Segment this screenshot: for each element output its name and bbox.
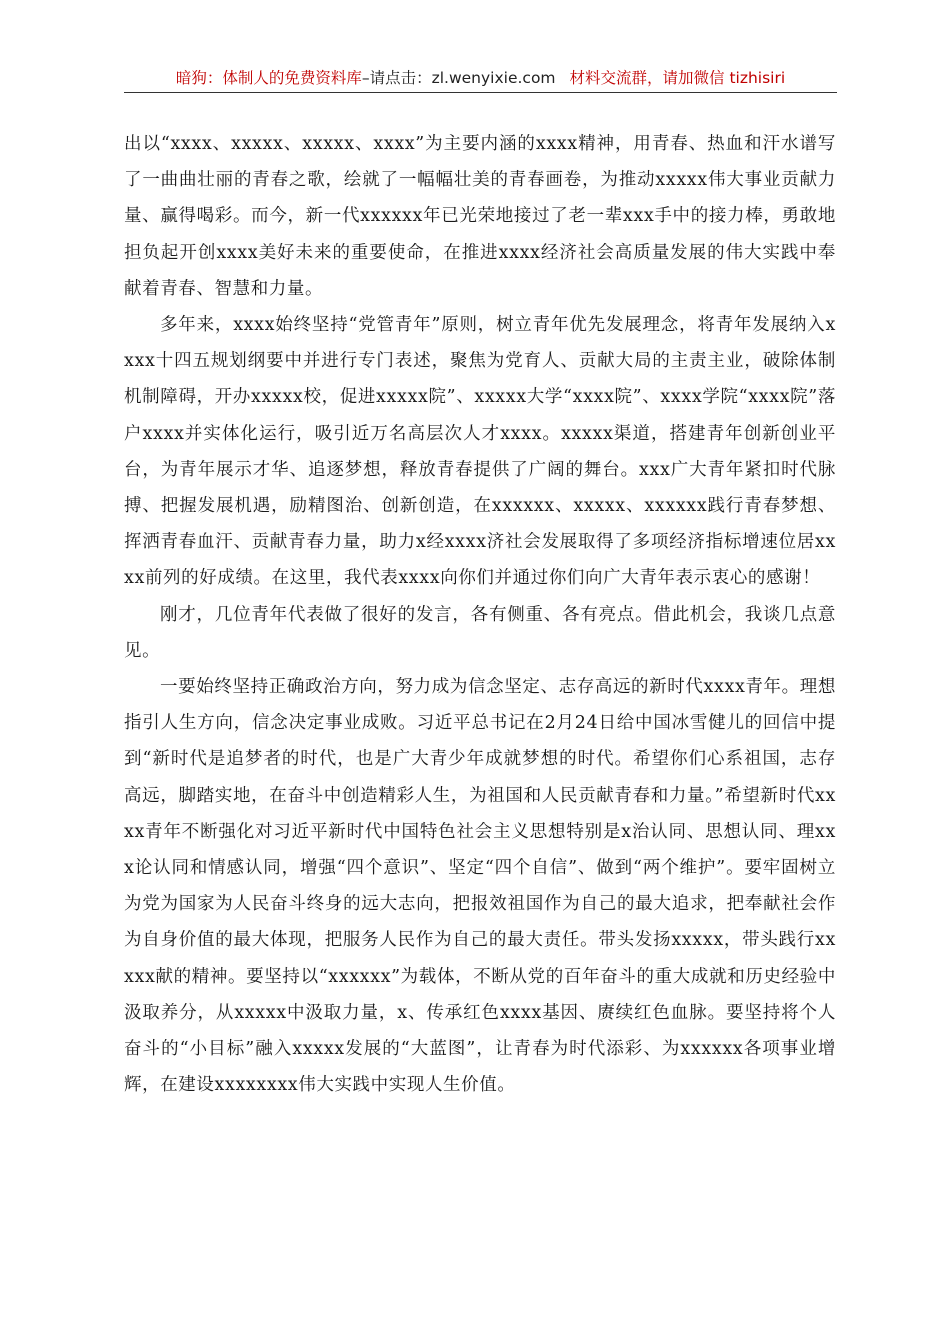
document-body bbox=[124, 126, 836, 1103]
header-prompt: –请点击： bbox=[361, 69, 432, 87]
paragraph-continuation: 出以“xxxx、xxxxx、xxxxx、xxxx”为主要内涵的xxxx精神，用青春、热血和汗水谱写了一曲曲壮丽的青春之歌，绘就了一幅幅壮美的青春画卷，为推动xxxxx伟大事业贡献力量、赢得喝彩。而今，新一代xxxxxx年已光荣地接过了老一辈xxx手中的接力棒，勇敢地担负起开创xxxx美好未来的重要使命，在推进xxxx经济社会高质量发展的伟大实践中奉献着青春、智慧和力量。 bbox=[124, 134, 836, 299]
header-site-name: 暗狗：体制人的免费资料库 bbox=[175, 69, 362, 87]
paragraph-transition: 刚才，几位青年代表做了很好的发言，各有侧重、各有亮点。借此机会，我谈几点意见。 bbox=[124, 604, 836, 661]
header-url-link[interactable]: zl.wenyixie.com bbox=[431, 69, 556, 87]
paragraph-achievements: 多年来，xxxx始终坚持“党管青年”原则，树立青年优先发展理念，将青年发展纳入xxxx十四五规划纲要中并进行专门表述，聚焦为党育人、贡献大局的主责主业，破除体制机制障碍，开办xxxxx校，促进xxxxx院”、xxxxx大学“xxxx院”、xxxx学院“xxxx院”落户xxxx并实体化运行，吸引近万名高层次人才xxxx。xxxxx渠道，搭建青年创新创业平台，为青年展示才华、追逐梦想，释放青春提供了广阔的舞台。xxx广大青年紧扣时代脉搏、把握发展机遇，励精图治、创新创造，在xxxxxx、xxxxx、xxxxxx践行青春梦想、挥洒青春血汗、贡献青春力量，助力x经xxxx济社会发展取得了多项经济指标增速位居xxxx前列的好成绩。在这里，我代表xxxx向你们并通过你们向广大青年表示衷心的感谢！ bbox=[124, 315, 836, 589]
header-group-note: 材料交流群，请加微信 tizhisiri bbox=[569, 69, 786, 87]
page-header bbox=[124, 66, 837, 93]
paragraph-first-point: 一要始终坚持正确政治方向，努力成为信念坚定、志存高远的新时代xxxx青年。理想指引人生方向，信念决定事业成败。习近平总书记在2月24日给中国冰雪健儿的回信中提到“新时代是追梦者的时代，也是广大青少年成就梦想的时代。希望你们心系祖国，志存高远，脚踏实地，在奋斗中创造精彩人生，为祖国和人民贡献青春和力量。”希望新时代xxxx青年不断强化对习近平新时代中国特色社会主义思想特别是x治认同、思想认同、理xxx论认同和情感认同，增强“四个意识”、坚定“四个自信”、做到“两个维护”。要牢固树立为党为国家为人民奋斗终身的远大志向，把报效祖国作为自己的最大追求，把奉献社会作为自身价值的最大体现，把服务人民作为自己的最大责任。带头发扬xxxxx，带头践行xxxxx献的精神。要坚持以“xxxxxx”为载体，不断从党的百年奋斗的重大成就和历史经验中汲取养分，从xxxxx中汲取力量，x、传承红色xxxx基因、赓续红色血脉。要坚持将个人奋斗的“小目标”融入xxxxx发展的“大蓝图”，让青春为时代添彩、为xxxxxx各项事业增辉，在建设xxxxxxxx伟大实践中实现人生价值。 bbox=[124, 677, 836, 1096]
